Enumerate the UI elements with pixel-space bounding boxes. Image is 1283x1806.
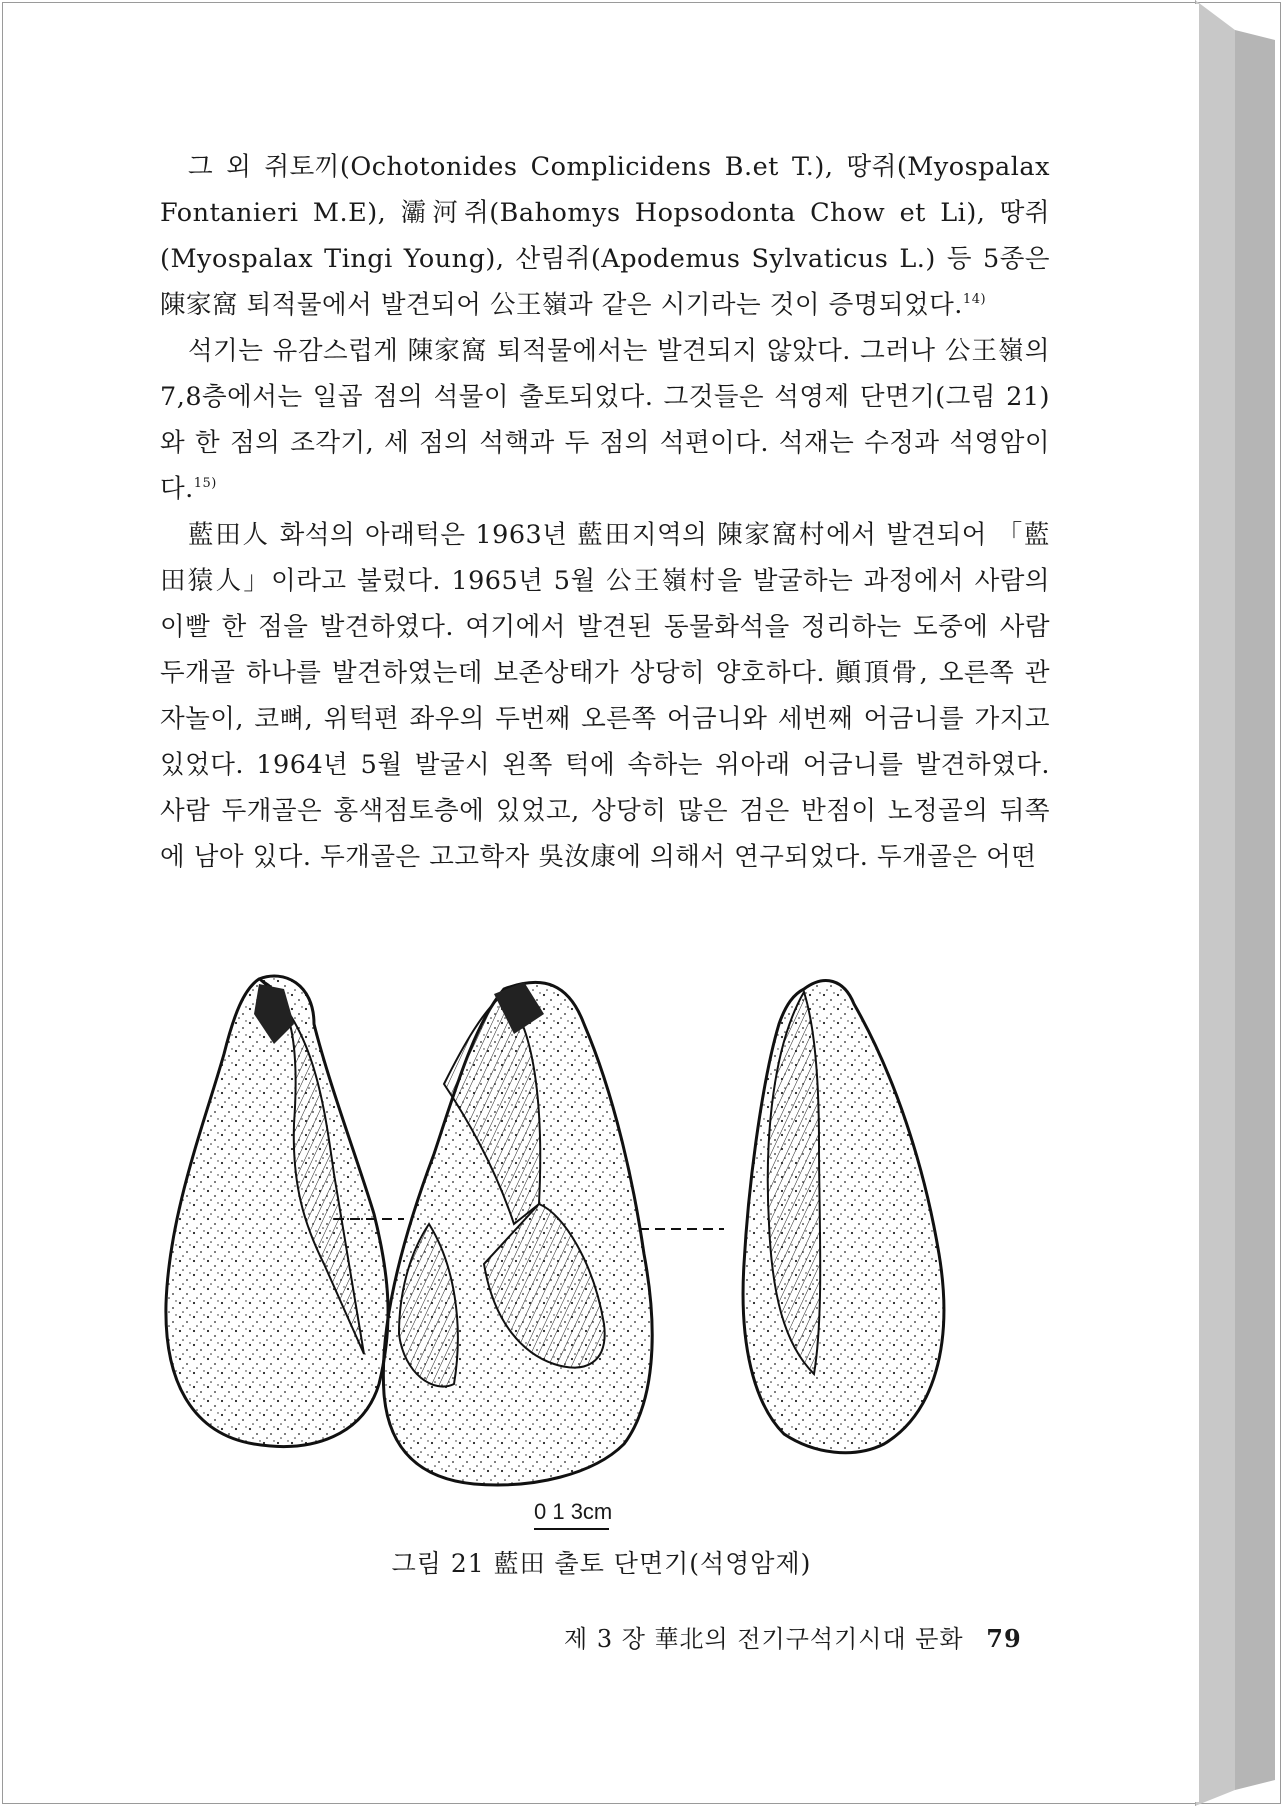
side-view-left [166,976,388,1447]
hand-axe-illustration [164,964,1064,1554]
scale-bar [534,1499,612,1529]
paragraph-text: 藍田人 화석의 아래턱은 1963년 藍田지역의 陳家窩村에서 발견되어 「藍田猿人」이라고 불렀다. 1965년 5월 公王嶺村을 발굴하는 과정에서 사람의 이빨 한 점을 발견하였다. 여기에서 발견된 동물화석을 정리하는 도중에 사람 두개골 하나를 발견하였는데 보존상태가 상당히 양호하다. 顚頂骨, 오른쪽 관자놀이, 코뼈, 위턱편 좌우의 두번째 오른쪽 어금니와 세번째 어금니를 가지고 있었다. 1964년 5월 발굴시 왼쪽 턱에 속하는 위아래 어금니를 발견하였다. 사람 두개골은 홍색점토층에 있었고, 상당히 많은 검은 반점이 노정골의 뒤쪽에 남아 있다. 두개골은 고고학자 吳汝康에 의해서 연구되었다. 두개골은 어떤 [160,520,1050,872]
paragraph-text: 그 외 쥐토끼(Ochotonides Complicidens B.et T.), 땅쥐(Myospalax Fontanieri M.E), 灞河쥐(Bahomys Hopsodonta Chow et Li), 땅쥐(Myospalax Tingi Young), 산림쥐(Apodemus Sylvaticus L.) 등 5종은 陳家窩 퇴적물에서 발견되어 公王嶺과 같은 시기라는 것이 증명되었다. [160,152,1050,320]
paragraph-text: 석기는 유감스럽게 陳家窩 퇴적물에서는 발견되지 않았다. 그러나 公王嶺의 7,8층에서는 일곱 점의 석물이 출토되었다. 그것들은 석영제 단면기(그림 21)와 한 점의 조각기, 세 점의 석핵과 두 점의 석편이다. 석재는 수정과 석영암이다. [160,336,1050,504]
running-header: 제 3 장 華北의 전기구석기시대 문화 [564,1625,964,1653]
paragraph [160,328,1050,512]
paragraph [160,512,1050,880]
face-view-centre [383,982,652,1485]
page-footer [564,1619,1022,1654]
side-view-right [743,981,944,1453]
figure-caption: 그림 21 藍田 출토 단면기(석영암제) [391,1549,812,1578]
footnote-ref[interactable]: 15) [193,476,217,491]
page-edge [1195,0,1283,1806]
book-page [4,4,1199,1802]
page-number: 79 [986,1624,1022,1653]
footnote-ref[interactable]: 14) [962,292,987,307]
scale-label: 0 1 3cm [534,1499,613,1524]
paragraph [160,144,1050,328]
body-text [160,144,1050,880]
